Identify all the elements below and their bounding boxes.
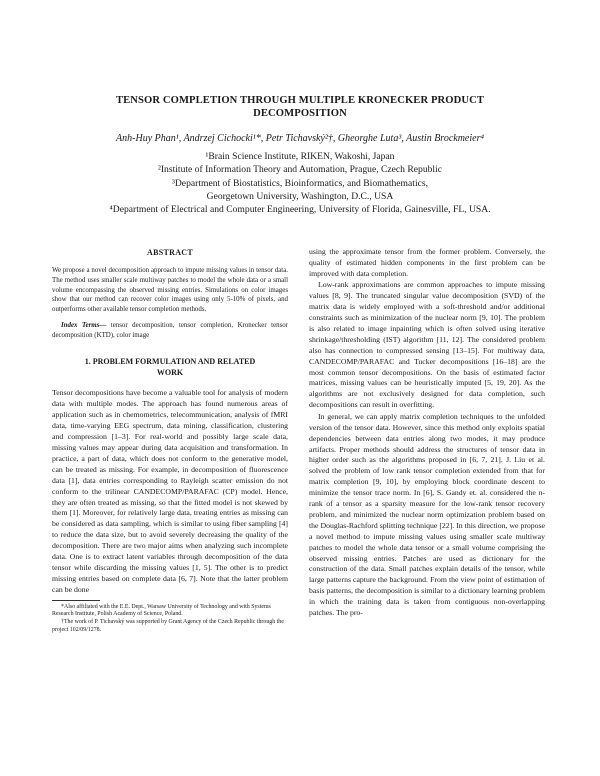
right-paragraph-1: using the approximate tensor from the former problem. Conversely, the quality of estimated hidden components in the first problem can be improved with data completion. <box>309 247 545 278</box>
footnote-rule <box>52 600 100 601</box>
section-1-paragraph: Tensor decompositions have become a valuable tool for analysis of modern data with multiple modes. The approach has found numerous areas of application such as in chemometrics, telecommunication, analysis of fMRI data, time-varying EEG spectrum, data mining, classification, clustering and compression [1–3]. For real-world and possibly large scale data, missing values may appear during data acquisition and transformation. In practice, a part of data, which does not conform to the generative model, can be treated as missing. For example, in decomposition of fluorescence data [1], data entries corresponding to Rayleigh scatter emission do not conform to the trilinear CANDECOMP/PARAFAC (CP) model. Hence, they are often treated as missing, so that the fitted model is not skewed by them [1]. Moreover, for relatively large data, treating entries as missing can be considered as data sampling, which is similar to using fiber sampling [4] to reduce the data size, but to avoid severely decreasing the quality of the decomposition. There are two major aims when analyzing such incomplete data. One is to extract latent variables through decomposition of the data tensor while discarding the missing values [1, 5]. The other is to predict missing entries based on complete data [6, 7]. Note that the latter problem can be done <box>52 388 288 594</box>
section-1-heading <box>52 357 288 378</box>
author-list: Anh-Huy Phan¹, Andrzej Cichocki¹*, Petr Tichavský²†, Gheorghe Luta³, Austin Brockmeier⁴ <box>116 133 484 144</box>
index-terms-label: Index Terms— <box>61 321 107 329</box>
abstract-text: We propose a novel decomposition approach to impute missing values in tensor data. The method uses smaller scale multiway patches to model the whole data or a small volume encompassing the observed missing entries. Simulations on color images show that our method can recover color images using only 5-10% of pixels, and outperforms other available tensor completion methods. <box>52 266 288 314</box>
index-terms-text: tensor decomposition, tensor completion, Kronecker tensor decomposition (KTD), color image <box>52 321 289 339</box>
abstract-heading: ABSTRACT <box>147 248 193 257</box>
affiliations <box>20 150 580 216</box>
paper-title: TENSOR COMPLETION THROUGH MULTIPLE KRONECKER PRODUCT DECOMPOSITION <box>115 95 485 119</box>
section-1-heading-line1: 1. PROBLEM FORMULATION AND RELATED <box>84 357 256 367</box>
affiliation-1: ¹Brain Science Institute, RIKEN, Wakoshi, Japan <box>205 151 395 162</box>
affiliation-3-cont: Georgetown University, Washington, D.C., USA <box>206 190 394 202</box>
affiliation-4: ⁴Department of Electrical and Computer Engineering, University of Florida, Gainesville, FL, USA. <box>109 204 491 216</box>
footnote-2: †The work of P. Tichavský was supported by Grant Agency of the Czech Republic through the project 102/09/1278. <box>52 619 284 634</box>
section-1-heading-line2: WORK <box>156 367 184 377</box>
index-terms <box>52 321 288 341</box>
right-column <box>309 247 545 619</box>
footnote-1: *Also affiliated with the E.E. Dept., Warsaw University of Technology and with Systems Research Institute, Polish Academy of Science, Poland. <box>52 603 271 618</box>
affiliation-3: ³Department of Biostatistics, Bioinformatics, and Biomathematics, <box>172 177 428 189</box>
right-paragraph-2: Low-rank approximations are common approaches to impute missing values [8, 9]. The truncated singular value decomposition (SVD) of the matrix data is widely employed with a soft-threshold and/or additional constraints such as minimization of the nuclear norm [9, 10]. The problem is also related to image inpainting which is often solved using iterative shrinkage/thresholding (IST) algorithm [11, 12]. The considered problem also has connection to compressed sensing [13–15]. For multiway data, CANDECOMP/PARAFAC and Tucker decompositions [16–18] are the most common tensor decompositions. On the basis of estimated factor matrices, missing values can be heuristically imputed [5, 19, 20]. As the algorithms are not exclusively designed for data completion, such decompositions can result in overfitting. <box>309 280 545 410</box>
right-paragraph-3: In general, we can apply matrix completion techniques to the unfolded version of the tensor data. However, since this method only exploits spatial dependencies between data entries along two modes, it may produce artifacts. Proper methods should address the structures of tensor data in higher order such as the algorithms proposed in [6, 7, 21]. J. Liu et al. solved the problem of low rank tensor completion extended from that for matrix completion [9, 10], by employing block coordinate descent to minimize the tensor trace norm. In [6], S. Gandy et. al. considered the n-rank of a tensor as a sparsity measure for the low-rank tensor recovery problem, and minimized the nuclear norm optimization problem based on the Douglas-Rachford splitting technique [22]. In this direction, we propose a novel method to impute missing values using smaller scale multiway patches to model the whole data tensor or a small volume comprising the observed missing entries. Patches are used as dictionary for the construction of the data. Small patches explain details of the tensor, while large patterns capture the background. From the view point of estimation of basis patterns, the decomposition is similar to a dictionary learning problem in which the training data is taken from contiguous non-overlapping patches. The pro- <box>309 411 545 618</box>
left-column <box>52 248 288 635</box>
affiliation-2: ²Institute of Information Theory and Automation, Prague, Czech Republic <box>157 164 443 176</box>
abstract-block <box>52 266 288 341</box>
